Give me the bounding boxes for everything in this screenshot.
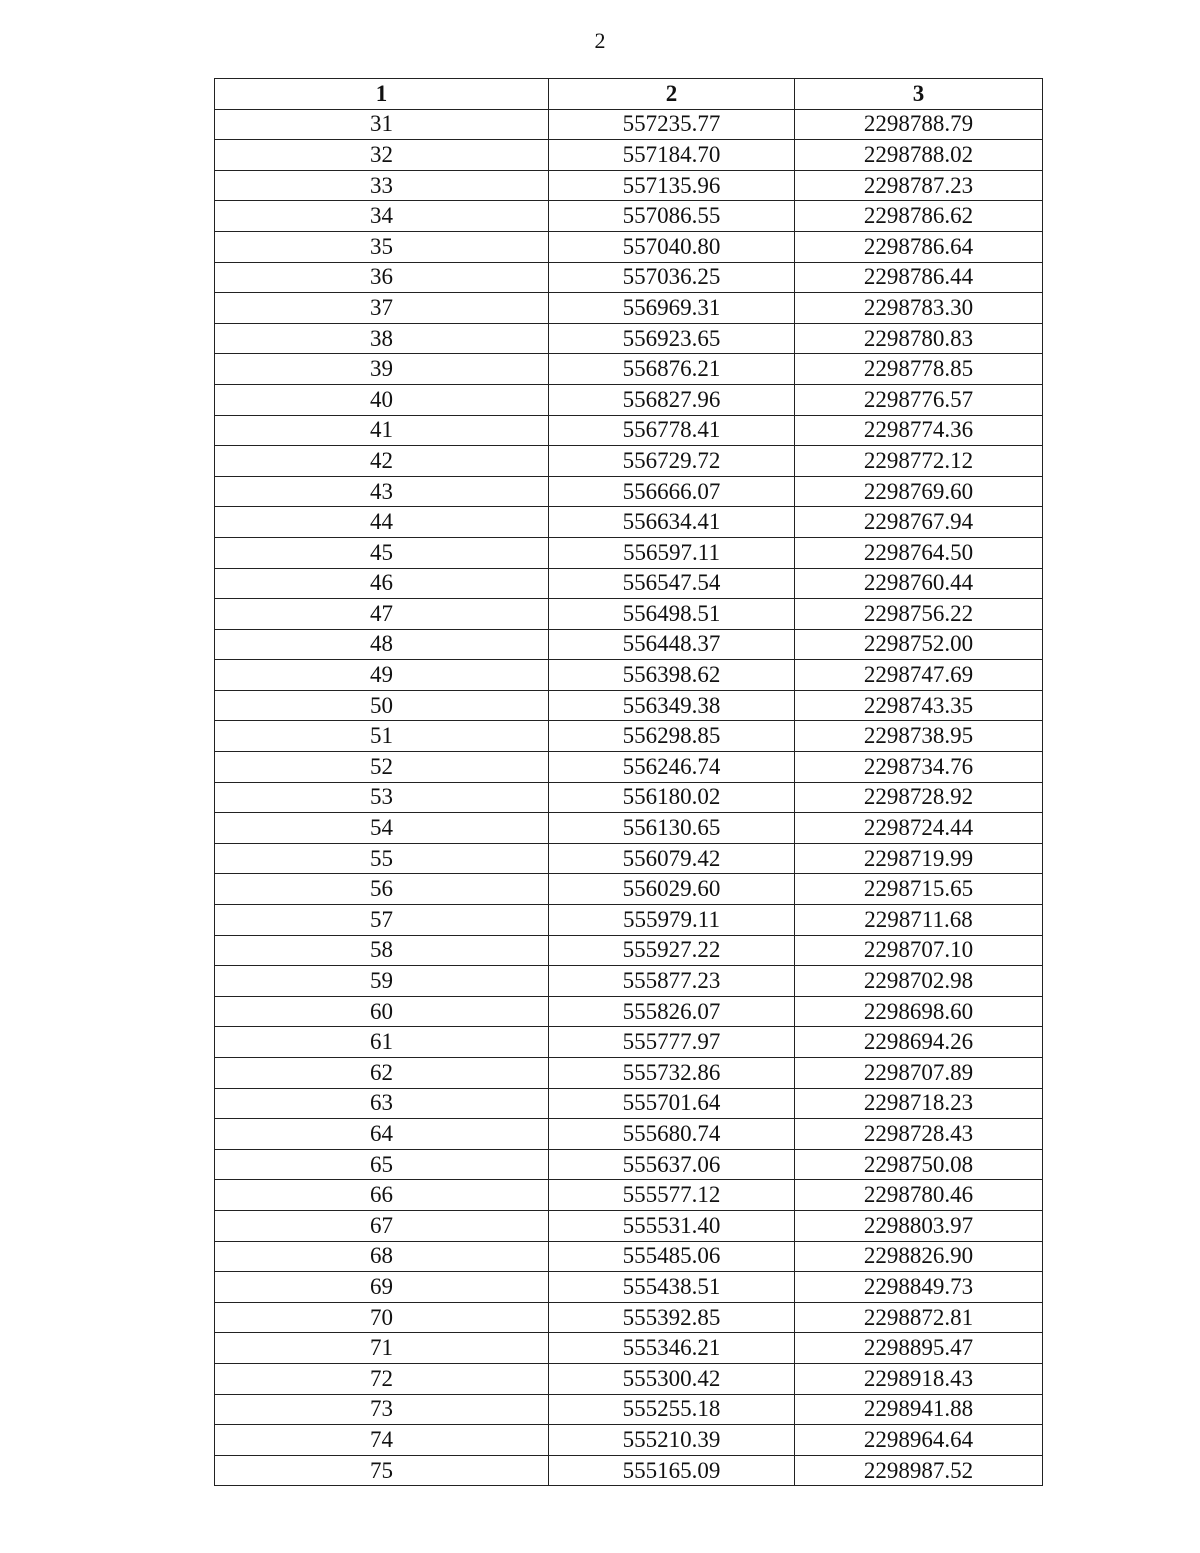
table-row (215, 537, 1043, 568)
point-number-cell: 67 (215, 1210, 549, 1241)
y-coordinate-cell: 2298738.95 (795, 721, 1043, 752)
y-coordinate-cell: 2298756.22 (795, 599, 1043, 630)
point-number-cell: 65 (215, 1149, 549, 1180)
x-coordinate-cell: 555577.12 (549, 1180, 795, 1211)
table-row (215, 935, 1043, 966)
table-row (215, 843, 1043, 874)
table-row (215, 109, 1043, 140)
x-coordinate-cell: 556079.42 (549, 843, 795, 874)
y-coordinate-cell: 2298803.97 (795, 1210, 1043, 1241)
point-number-cell: 45 (215, 537, 549, 568)
x-coordinate-cell: 556827.96 (549, 384, 795, 415)
table-row (215, 905, 1043, 936)
table-row (215, 966, 1043, 997)
table-row (215, 170, 1043, 201)
table-row (215, 1088, 1043, 1119)
table-row (215, 507, 1043, 538)
point-number-cell: 37 (215, 293, 549, 324)
y-coordinate-cell: 2298786.64 (795, 231, 1043, 262)
y-coordinate-cell: 2298718.23 (795, 1088, 1043, 1119)
y-coordinate-cell: 2298752.00 (795, 629, 1043, 660)
point-number-cell: 36 (215, 262, 549, 293)
point-number-cell: 74 (215, 1425, 549, 1456)
point-number-cell: 52 (215, 752, 549, 783)
x-coordinate-cell: 555346.21 (549, 1333, 795, 1364)
point-number-cell: 72 (215, 1363, 549, 1394)
coordinates-table (214, 78, 1043, 1486)
point-number-cell: 50 (215, 690, 549, 721)
x-coordinate-cell: 556130.65 (549, 813, 795, 844)
table-row (215, 1058, 1043, 1089)
point-number-cell: 63 (215, 1088, 549, 1119)
table-row (215, 323, 1043, 354)
table-row (215, 293, 1043, 324)
y-coordinate-cell: 2298783.30 (795, 293, 1043, 324)
x-coordinate-cell: 557036.25 (549, 262, 795, 293)
point-number-cell: 46 (215, 568, 549, 599)
y-coordinate-cell: 2298711.68 (795, 905, 1043, 936)
x-coordinate-cell: 555210.39 (549, 1425, 795, 1456)
table-row (215, 813, 1043, 844)
table-row (215, 752, 1043, 783)
point-number-cell: 47 (215, 599, 549, 630)
x-coordinate-cell: 556498.51 (549, 599, 795, 630)
point-number-cell: 64 (215, 1119, 549, 1150)
y-coordinate-cell: 2298750.08 (795, 1149, 1043, 1180)
x-coordinate-cell: 556180.02 (549, 782, 795, 813)
y-coordinate-cell: 2298772.12 (795, 446, 1043, 477)
table-header-row (215, 79, 1043, 110)
y-coordinate-cell: 2298734.76 (795, 752, 1043, 783)
x-coordinate-cell: 556778.41 (549, 415, 795, 446)
table-body (215, 109, 1043, 1486)
point-number-cell: 53 (215, 782, 549, 813)
y-coordinate-cell: 2298780.46 (795, 1180, 1043, 1211)
x-coordinate-cell: 556349.38 (549, 690, 795, 721)
point-number-cell: 38 (215, 323, 549, 354)
y-coordinate-cell: 2298747.69 (795, 660, 1043, 691)
x-coordinate-cell: 555637.06 (549, 1149, 795, 1180)
x-coordinate-cell: 557184.70 (549, 140, 795, 171)
table-row (215, 874, 1043, 905)
x-coordinate-cell: 556448.37 (549, 629, 795, 660)
table-row (215, 415, 1043, 446)
table-row (215, 1210, 1043, 1241)
y-coordinate-cell: 2298780.83 (795, 323, 1043, 354)
y-coordinate-cell: 2298760.44 (795, 568, 1043, 599)
y-coordinate-cell: 2298918.43 (795, 1363, 1043, 1394)
y-coordinate-cell: 2298764.50 (795, 537, 1043, 568)
x-coordinate-cell: 557135.96 (549, 170, 795, 201)
y-coordinate-cell: 2298788.79 (795, 109, 1043, 140)
table-row (215, 1302, 1043, 1333)
y-coordinate-cell: 2298694.26 (795, 1027, 1043, 1058)
y-coordinate-cell: 2298778.85 (795, 354, 1043, 385)
point-number-cell: 73 (215, 1394, 549, 1425)
y-coordinate-cell: 2298788.02 (795, 140, 1043, 171)
point-number-cell: 32 (215, 140, 549, 171)
y-coordinate-cell: 2298895.47 (795, 1333, 1043, 1364)
table-row (215, 1119, 1043, 1150)
point-number-cell: 51 (215, 721, 549, 752)
column-header-2: 2 (549, 79, 795, 110)
y-coordinate-cell: 2298987.52 (795, 1455, 1043, 1486)
y-coordinate-cell: 2298728.92 (795, 782, 1043, 813)
x-coordinate-cell: 555979.11 (549, 905, 795, 936)
x-coordinate-cell: 555877.23 (549, 966, 795, 997)
table-row (215, 782, 1043, 813)
x-coordinate-cell: 556666.07 (549, 476, 795, 507)
table-row (215, 1241, 1043, 1272)
table-row (215, 1333, 1043, 1364)
point-number-cell: 40 (215, 384, 549, 415)
y-coordinate-cell: 2298776.57 (795, 384, 1043, 415)
point-number-cell: 69 (215, 1272, 549, 1303)
point-number-cell: 60 (215, 996, 549, 1027)
point-number-cell: 54 (215, 813, 549, 844)
x-coordinate-cell: 556597.11 (549, 537, 795, 568)
point-number-cell: 70 (215, 1302, 549, 1333)
y-coordinate-cell: 2298964.64 (795, 1425, 1043, 1456)
y-coordinate-cell: 2298698.60 (795, 996, 1043, 1027)
x-coordinate-cell: 555927.22 (549, 935, 795, 966)
y-coordinate-cell: 2298941.88 (795, 1394, 1043, 1425)
x-coordinate-cell: 556547.54 (549, 568, 795, 599)
point-number-cell: 42 (215, 446, 549, 477)
y-coordinate-cell: 2298849.73 (795, 1272, 1043, 1303)
y-coordinate-cell: 2298787.23 (795, 170, 1043, 201)
table-row (215, 1394, 1043, 1425)
x-coordinate-cell: 555255.18 (549, 1394, 795, 1425)
table-row (215, 629, 1043, 660)
point-number-cell: 57 (215, 905, 549, 936)
point-number-cell: 62 (215, 1058, 549, 1089)
x-coordinate-cell: 555777.97 (549, 1027, 795, 1058)
table-row (215, 599, 1043, 630)
x-coordinate-cell: 556876.21 (549, 354, 795, 385)
table-row (215, 446, 1043, 477)
x-coordinate-cell: 555392.85 (549, 1302, 795, 1333)
y-coordinate-cell: 2298786.62 (795, 201, 1043, 232)
point-number-cell: 41 (215, 415, 549, 446)
table-row (215, 231, 1043, 262)
table-row (215, 660, 1043, 691)
table-row (215, 1455, 1043, 1486)
table-row (215, 384, 1043, 415)
point-number-cell: 61 (215, 1027, 549, 1058)
table-row (215, 476, 1043, 507)
x-coordinate-cell: 556729.72 (549, 446, 795, 477)
y-coordinate-cell: 2298767.94 (795, 507, 1043, 538)
y-coordinate-cell: 2298702.98 (795, 966, 1043, 997)
x-coordinate-cell: 556246.74 (549, 752, 795, 783)
point-number-cell: 48 (215, 629, 549, 660)
y-coordinate-cell: 2298743.35 (795, 690, 1043, 721)
x-coordinate-cell: 556969.31 (549, 293, 795, 324)
x-coordinate-cell: 555701.64 (549, 1088, 795, 1119)
point-number-cell: 66 (215, 1180, 549, 1211)
table-row (215, 721, 1043, 752)
y-coordinate-cell: 2298786.44 (795, 262, 1043, 293)
point-number-cell: 44 (215, 507, 549, 538)
column-header-3: 3 (795, 79, 1043, 110)
point-number-cell: 43 (215, 476, 549, 507)
table-row (215, 1272, 1043, 1303)
table-row (215, 690, 1043, 721)
column-header-1: 1 (215, 79, 549, 110)
page-number: 2 (594, 28, 606, 53)
table-row (215, 140, 1043, 171)
x-coordinate-cell: 557086.55 (549, 201, 795, 232)
table-row (215, 1425, 1043, 1456)
x-coordinate-cell: 555485.06 (549, 1241, 795, 1272)
y-coordinate-cell: 2298707.10 (795, 935, 1043, 966)
x-coordinate-cell: 555531.40 (549, 1210, 795, 1241)
y-coordinate-cell: 2298769.60 (795, 476, 1043, 507)
y-coordinate-cell: 2298707.89 (795, 1058, 1043, 1089)
x-coordinate-cell: 555438.51 (549, 1272, 795, 1303)
y-coordinate-cell: 2298826.90 (795, 1241, 1043, 1272)
point-number-cell: 49 (215, 660, 549, 691)
point-number-cell: 34 (215, 201, 549, 232)
y-coordinate-cell: 2298724.44 (795, 813, 1043, 844)
table-row (215, 262, 1043, 293)
x-coordinate-cell: 556923.65 (549, 323, 795, 354)
point-number-cell: 33 (215, 170, 549, 201)
x-coordinate-cell: 556298.85 (549, 721, 795, 752)
point-number-cell: 55 (215, 843, 549, 874)
x-coordinate-cell: 555826.07 (549, 996, 795, 1027)
x-coordinate-cell: 555732.86 (549, 1058, 795, 1089)
point-number-cell: 56 (215, 874, 549, 905)
table-row (215, 1149, 1043, 1180)
x-coordinate-cell: 556634.41 (549, 507, 795, 538)
table-row (215, 201, 1043, 232)
y-coordinate-cell: 2298719.99 (795, 843, 1043, 874)
table-row (215, 1027, 1043, 1058)
table-row (215, 996, 1043, 1027)
x-coordinate-cell: 555680.74 (549, 1119, 795, 1150)
x-coordinate-cell: 557235.77 (549, 109, 795, 140)
x-coordinate-cell: 556398.62 (549, 660, 795, 691)
point-number-cell: 31 (215, 109, 549, 140)
table-row (215, 354, 1043, 385)
point-number-cell: 39 (215, 354, 549, 385)
x-coordinate-cell: 556029.60 (549, 874, 795, 905)
table-row (215, 568, 1043, 599)
x-coordinate-cell: 555300.42 (549, 1363, 795, 1394)
x-coordinate-cell: 555165.09 (549, 1455, 795, 1486)
point-number-cell: 71 (215, 1333, 549, 1364)
point-number-cell: 58 (215, 935, 549, 966)
table-row (215, 1180, 1043, 1211)
point-number-cell: 59 (215, 966, 549, 997)
point-number-cell: 75 (215, 1455, 549, 1486)
point-number-cell: 35 (215, 231, 549, 262)
x-coordinate-cell: 557040.80 (549, 231, 795, 262)
y-coordinate-cell: 2298715.65 (795, 874, 1043, 905)
table-row (215, 1363, 1043, 1394)
point-number-cell: 68 (215, 1241, 549, 1272)
y-coordinate-cell: 2298728.43 (795, 1119, 1043, 1150)
y-coordinate-cell: 2298774.36 (795, 415, 1043, 446)
y-coordinate-cell: 2298872.81 (795, 1302, 1043, 1333)
